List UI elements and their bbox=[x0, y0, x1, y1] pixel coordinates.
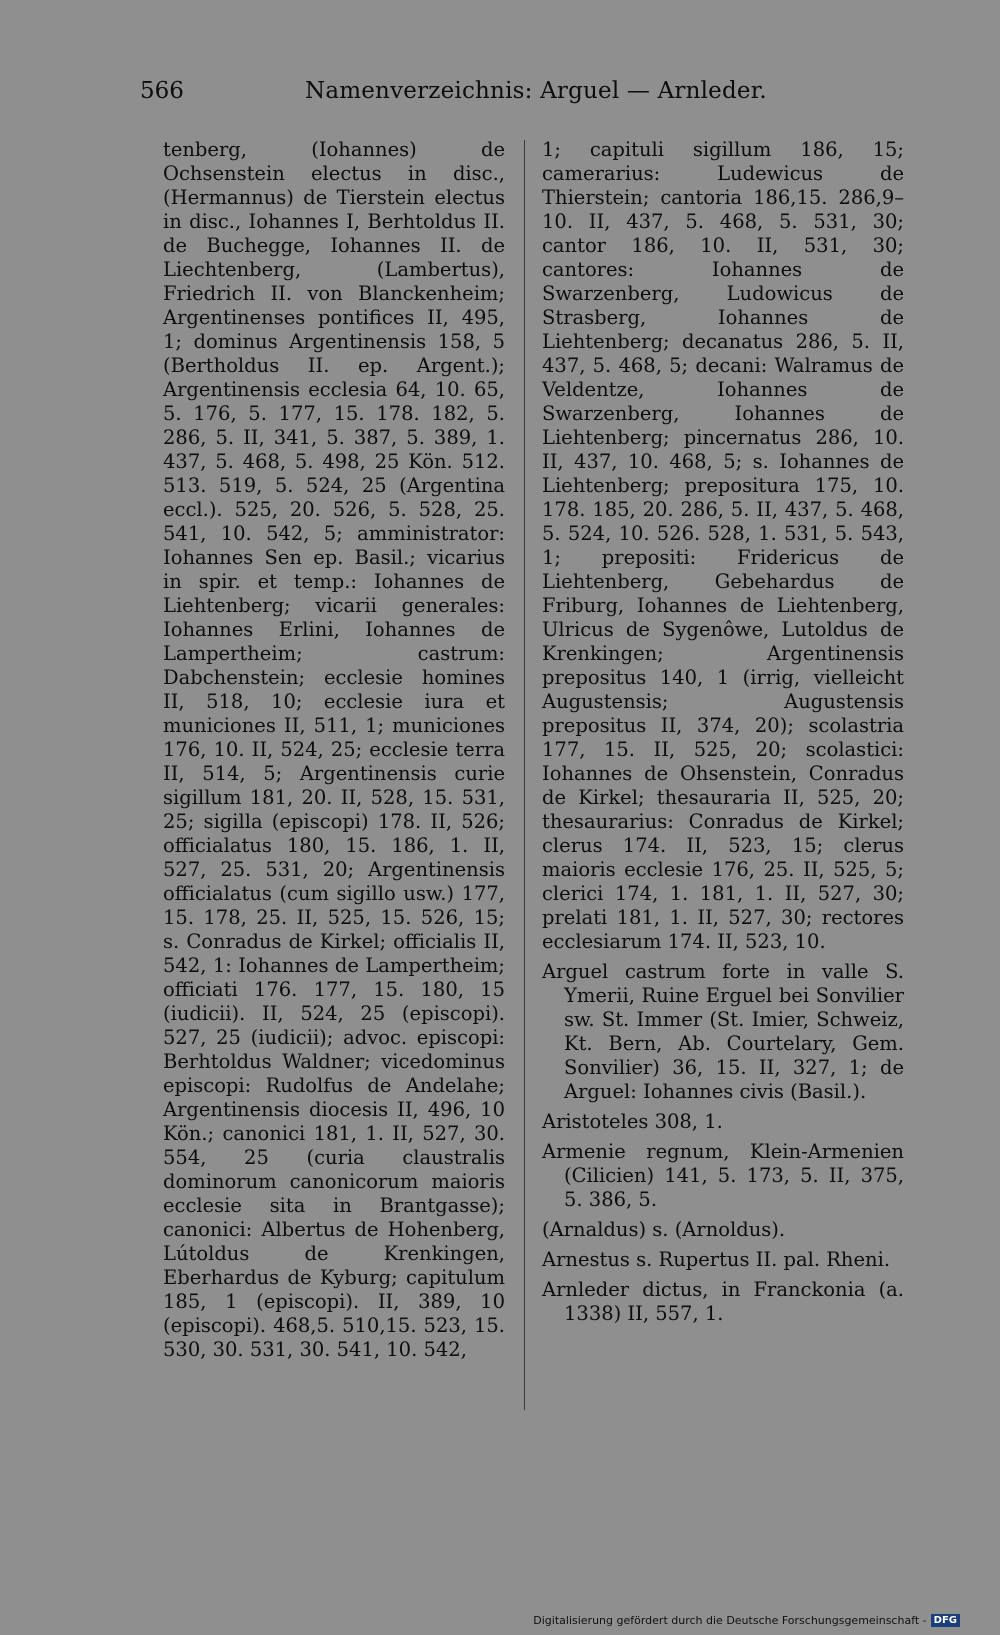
index-entry-continuation bbox=[542, 138, 904, 954]
index-entry-arnaldus bbox=[542, 1218, 904, 1242]
footer-credit bbox=[533, 1614, 960, 1627]
index-entry-aristoteles bbox=[542, 1110, 904, 1134]
entry-text: Armenie regnum, Klein-Armenien (Cilicien) 141, 5. 173, 5. II, 375, 5. 386, 5. bbox=[542, 1140, 904, 1211]
entry-text: 1; capituli sigillum 186, 15; camerarius: Ludewicus de Thierstein; cantoria 186,15. 286,9–10. II, 437, 5. 468, 5. 531, 30; cantor 186, 10. II, 531, 30; cantores: Iohannes de Swarzenberg, Ludowicus de Strasberg, Iohannes de Liehtenberg; decanatus 286, 5. II, 437, 5. 468, 5; decani: Walramus de Veldentze, Iohannes de Swarzenberg, Iohannes de Liehtenberg; pincernatus 286, 10. II, 437, 10. 468, 5; s. Iohannes de Liehtenberg; prepositura 175, 10. 178. 185, 20. 286, 5. II, 437, 5. 468, 5. 524, 10. 526. 528, 1. 531, 5. 543, 1; prepositi: Fridericus de Liehtenberg, Gebehardus de Friburg, Iohannes de Liehtenberg, Ulricus de Sygenôwe, Lutoldus de Krenkingen; Argentinensis prepositus 140, 1 (irrig, vielleicht Augustensis; Augustensis prepositus II, 374, 20); scolastria 177, 15. II, 525, 20; scolastici: Iohannes de Ohsenstein, Conradus de Kirkel; thesauraria II, 525, 20; thesaurarius: Conradus de Kirkel; clerus 174. II, 523, 15; clerus maioris ecclesie 176, 25. II, 525, 5; clerici 174, 1. 181, 1. II, 527, 30; prelati 181, 1. II, 527, 30; rectores ecclesiarum 174. II, 523, 10. bbox=[542, 138, 904, 953]
page-number: 566 bbox=[140, 78, 184, 104]
footer-text: Digitalisierung gefördert durch die Deutsche Forschungsgemeinschaft - bbox=[533, 1614, 927, 1627]
dfg-logo: DFG bbox=[931, 1614, 960, 1627]
left-column bbox=[163, 138, 505, 1362]
right-column bbox=[542, 138, 904, 1332]
index-entry-continuation bbox=[163, 138, 505, 1362]
entry-text: tenberg, (Iohannes) de Ochsenstein electus in disc., (Hermannus) de Tierstein electus in disc., Iohannes I, Berhtoldus II. de Buchegge, Iohannes II. de Liechtenberg, (Lambertus), Friedrich II. von Blanckenheim; Argentinenses pontifices II, 495, 1; dominus Argentinensis 158, 5 (Bertholdus II. ep. Argent.); Argentinensis ecclesia 64, 10. 65, 5. 176, 5. 177, 15. 178. 182, 5. 286, 5. II, 341, 5. 387, 5. 389, 1. 437, 5. 468, 5. 498, 25 Kön. 512. 513. 519, 5. 524, 25 (Argentina eccl.). 525, 20. 526, 5. 528, 25. 541, 10. 542, 5; amministrator: Iohannes Sen ep. Basil.; vicarius in spir. et temp.: Iohannes de Liehtenberg; vicarii generales: Iohannes Erlini, Iohannes de Lampertheim; castrum: Dabchenstein; ecclesie homines II, 518, 10; ecclesie iura et municiones II, 511, 1; municiones 176, 10. II, 524, 25; ecclesie terra II, 514, 5; Argentinensis curie sigillum 181, 20. II, 528, 15. 531, 25; sigilla (episcopi) 178. II, 526; officialatus 180, 15. 186, 1. II, 527, 25. 531, 20; Argentinensis officialatus (cum sigillo usw.) 177, 15. 178, 25. II, 525, 15. 526, 15; s. Conradus de Kirkel; officialis II, 542, 1: Iohannes de Lampertheim; officiati 176. 177, 15. 180, 15 (iudicii). II, 524, 25 (episcopi). 527, 25 (iudicii); advoc. episcopi: Berhtoldus Waldner; vicedominus episcopi: Rudolfus de Andelahe; Argentinensis diocesis II, 496, 10 Kön.; canonici 181, 1. II, 527, 30. 554, 25 (curia claustralis dominorum canonicorum maioris ecclesie sita in Brantgasse); canonici: Albertus de Hohenberg, Lútoldus de Krenkingen, Eberhardus de Kyburg; capitulum 185, 1 (episcopi). II, 389, 10 (episcopi). 468,5. 510,15. 523, 15. 530, 30. 531, 30. 541, 10. 542, bbox=[163, 138, 505, 1361]
column-divider bbox=[524, 140, 525, 1410]
index-entry-arguel bbox=[542, 960, 904, 1104]
entry-text: Aristoteles 308, 1. bbox=[542, 1110, 723, 1133]
index-entry-arnleder bbox=[542, 1278, 904, 1326]
index-entry-arnestus bbox=[542, 1248, 904, 1272]
page-title: Namenverzeichnis: Arguel — Arnleder. bbox=[305, 78, 767, 104]
entry-text: Arnestus s. Rupertus II. pal. Rheni. bbox=[542, 1248, 891, 1271]
entry-text: (Arnaldus) s. (Arnoldus). bbox=[542, 1218, 786, 1241]
entry-text: Arnleder dictus, in Franckonia (a. 1338) II, 557, 1. bbox=[542, 1278, 904, 1325]
index-entry-armenie bbox=[542, 1140, 904, 1212]
entry-text: Arguel castrum forte in valle S. Ymerii, Ruine Erguel bei Sonvilier sw. St. Immer (St. Imier, Schweiz, Kt. Bern, Ab. Courtelary, Gem. Sonvilier) 36, 15. II, 327, 1; de Arguel: Iohannes civis (Basil.). bbox=[542, 960, 904, 1103]
